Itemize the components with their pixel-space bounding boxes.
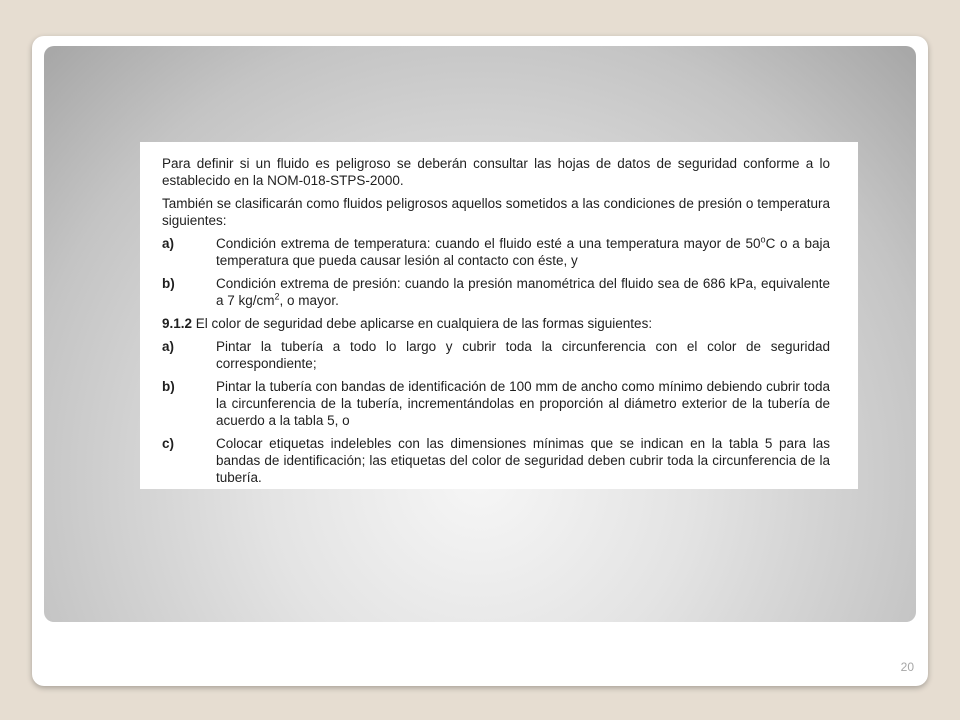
list-item [162, 235, 830, 269]
section-number: 9.1.2 [162, 316, 193, 331]
list-item-text: Pintar la tubería con bandas de identificación de 100 mm de ancho como mínimo debiendo cubrir toda la circunferencia de la tubería, incrementándolas en proporción al diámetro exterior de la tubería de acuerdo a la tabla 5, o [216, 379, 830, 428]
slide-content-panel [44, 46, 916, 622]
document-excerpt-image [140, 142, 858, 489]
list-item-text: Condición extrema de presión: cuando la presión manométrica del fluido sea de 686 kPa, equivalente a 7 $kg/cm^2$, o mayor. [216, 276, 830, 308]
list-item [162, 378, 830, 429]
list-item-text: Pintar la tubería a todo lo largo y cubrir toda la circunferencia con el color de seguridad correspondiente; [216, 339, 830, 371]
list-item [162, 338, 830, 372]
section-heading-text: El color de seguridad debe aplicarse en cualquiera de las formas siguientes: [195, 316, 653, 331]
list-item [162, 275, 830, 309]
section-heading-9-1-2 [162, 315, 830, 332]
paragraph-fluid-definition: Para definir si un fluido es peligroso se deberán consultar las hojas de datos de seguridad conforme a lo establecido en la NOM-018-STPS-2000. [162, 156, 830, 188]
list-item-text: Condición extrema de temperatura: cuando el fluido esté a una temperatura mayor de 50$^o$C o a baja temperatura que pueda causar lesión al contacto con éste, y [216, 234, 830, 268]
list-item [162, 435, 830, 486]
slide-card [32, 36, 928, 686]
list-item-marker: a) [162, 236, 175, 251]
list-item-marker: b) [162, 379, 175, 394]
list-item-marker: b) [162, 276, 175, 291]
list-item-marker: c) [162, 436, 175, 451]
paragraph-hazard-conditions: También se clasificarán como fluidos peligrosos aquellos sometidos a las condiciones de presión o temperatura siguientes: [162, 196, 830, 228]
list-item-marker: a) [162, 339, 175, 354]
slide-page-number: 20 [900, 660, 914, 674]
list-item-text: Colocar etiquetas indelebles con las dimensiones mínimas que se indican en la tabla 5 para las bandas de identificación; las etiquetas del color de seguridad deben cubrir toda la circunferencia de la tubería. [216, 436, 830, 485]
